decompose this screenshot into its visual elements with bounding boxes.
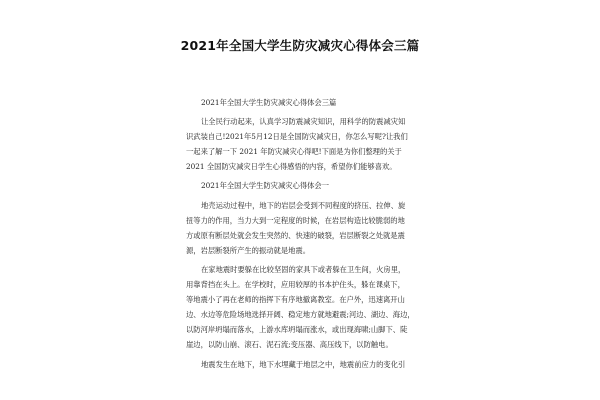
page-title: 2021年全国大学生防灾减灾心得体会三篇 <box>180 38 420 53</box>
paragraph-earthquake-cause <box>186 198 421 258</box>
paragraph-groundwater <box>186 357 421 372</box>
text-line: 一起来了解一下 2021 年防灾减灾心得吧!下面是为你们整理的关于 <box>186 147 402 157</box>
document-body <box>186 95 421 372</box>
paragraph-safety-guidance <box>186 262 421 353</box>
text-line: 识武装自己!2021年5月12日是全国防灾减灾日，你怎么写呢?让我们 <box>186 132 408 142</box>
text-line: 源，岩层断裂所产生的振动就是地震。 <box>186 245 311 255</box>
intro-paragraph <box>186 114 421 174</box>
text-line: 地震发生在地下，地下水埋藏于地层之中，地震前应力的变化引 <box>201 359 406 369</box>
text-line: 方或原有断层处就会发生突然的、快速的破裂，岩层断裂之处就是震 <box>186 230 405 240</box>
text-line: 用靠背挡在头上。在学校时，应用较厚的书本护住头，躲在课桌下， <box>186 280 405 290</box>
text-line: 让全民行动起来，认真学习防震减灾知识，用科学的防震减灾知 <box>201 117 406 127</box>
text-line: 以防河岸坍塌而落水，上游水库坍塌而涨水，或出现海啸;山脚下、陡 <box>186 325 408 335</box>
text-line: 等地震小了再在老师的指挥下有序地撤离教室。在户外，迅速离开山 <box>186 295 405 305</box>
article-subtitle: 2021年全国大学生防灾减灾心得体会三篇 <box>201 98 337 107</box>
text-line: 扭等力的作用，当力大到一定程度的时候，在岩层构造比较脆弱的地 <box>186 215 405 225</box>
text-line: 2021 全国防灾减灾日学生心得感悟的内容，希望你们能够喜欢。 <box>186 162 397 172</box>
text-line: 边、水边等危险场地选择开阔、稳定地方就地避震;河边、湖边、海边， <box>186 310 415 320</box>
text-line: 地壳运动过程中，地下的岩层会受到不同程度的挤压、拉伸、旋 <box>201 200 406 210</box>
text-line: 在家地震时要躲在比较坚固的家具下或者躲在卫生间，火房里， <box>201 264 406 274</box>
text-line: 崖边，以防山崩、滚石、泥石流;变压器、高压线下，以防触电。 <box>186 340 393 350</box>
section-heading: 2021年全国大学生防灾减灾心得体会一 <box>201 181 330 191</box>
